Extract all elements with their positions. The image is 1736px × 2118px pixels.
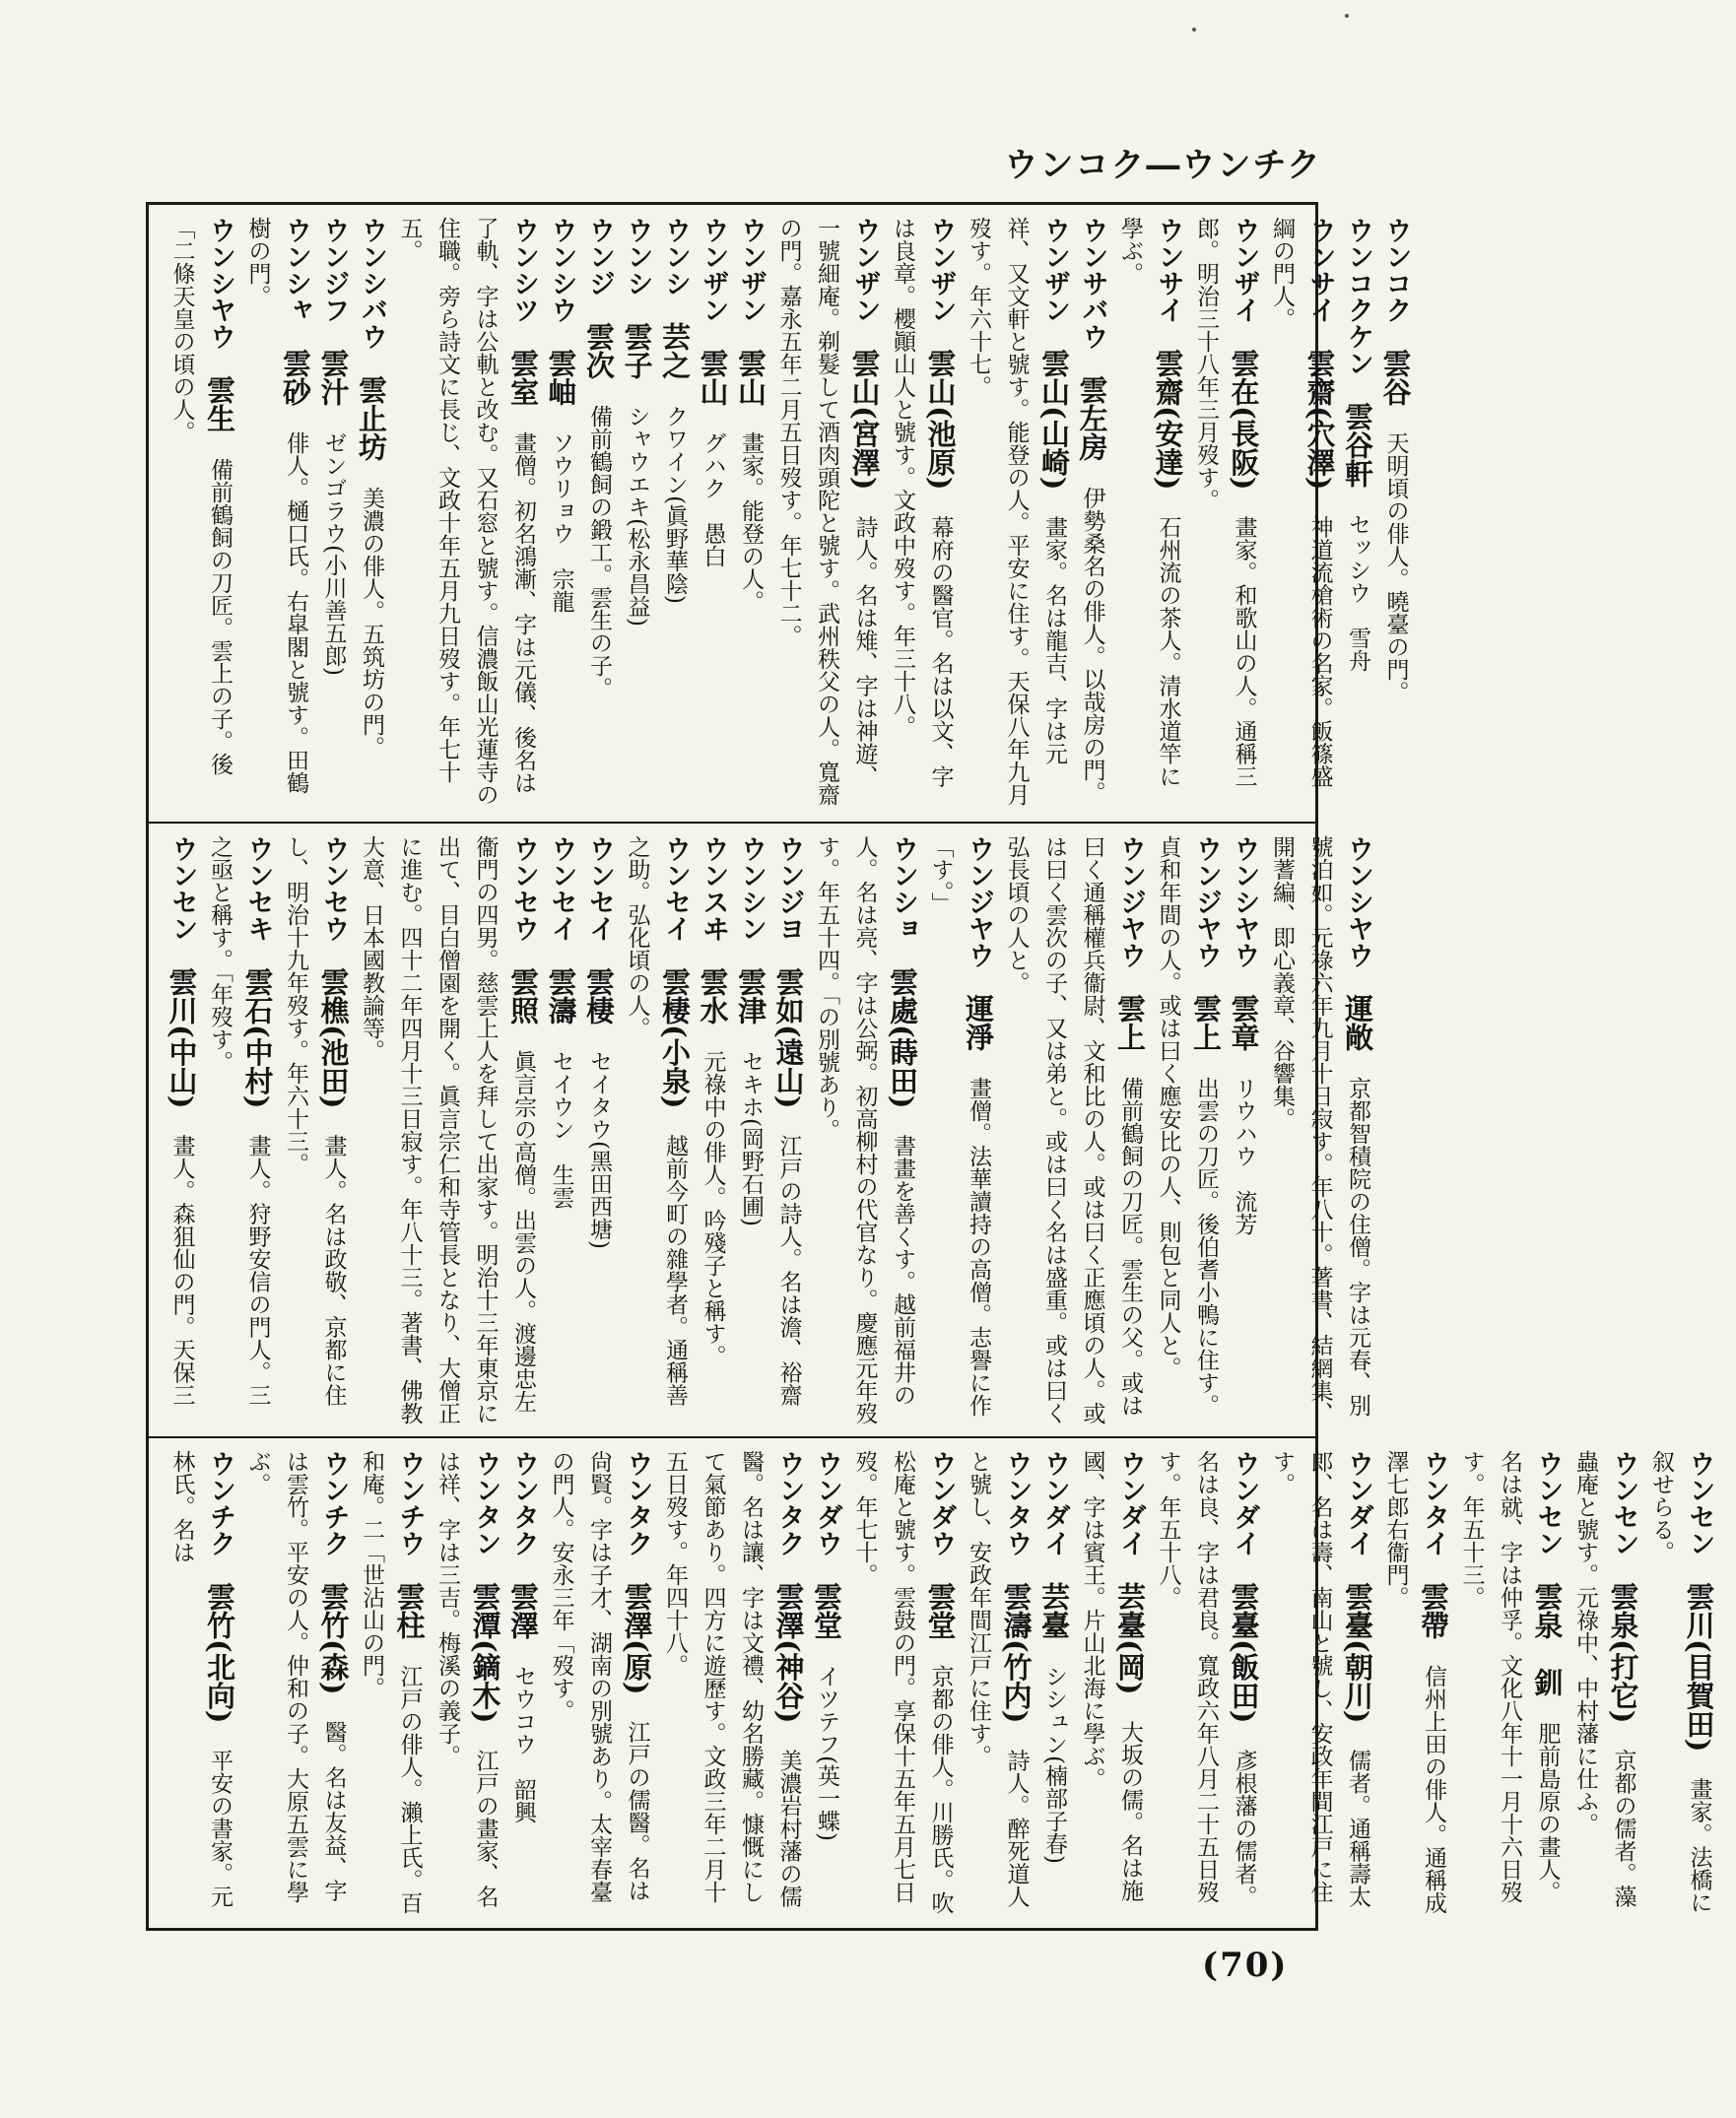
- dictionary-entry: [163, 1450, 238, 1916]
- entry-reading: ウンジフ: [318, 217, 350, 323]
- entry-name: 雲照: [506, 967, 540, 1025]
- entry-description: 備前鶴飼の刀匠。雲上の子。後「二條天皇の頃の人。: [168, 217, 233, 775]
- entry-name: 雲濤: [544, 967, 578, 1025]
- entry-reading: ウンセイ: [546, 835, 577, 942]
- entry-description: 詩人。醉死道人と號し、安政年間江戸に住す。: [966, 1450, 1030, 1908]
- band-middle: [149, 824, 1374, 1438]
- dictionary-entry: [238, 1450, 353, 1916]
- entry-description: 肥前島原の畫人。名は就、字は仲孚。文化八年十一月十六日歿す。年五十三。: [1458, 1450, 1561, 1903]
- entry-reading: ウンショ: [888, 835, 918, 942]
- entry-name: 雲山: [734, 349, 768, 406]
- dictionary-entry: [238, 217, 314, 810]
- dictionary-entry: [390, 217, 542, 810]
- entry-description: 畫家。能登の人。: [738, 431, 764, 613]
- entry-reading: ウンジヤウ: [1191, 835, 1222, 968]
- entry-description: 詩人。名は雉、字は神遊、一號細庵。剃髮して酒肉頭陀と號す。武州秩父の人。寬齋の門。嘉永五年二月五日歿す。年七十二。: [775, 217, 878, 806]
- entry-description: 元祿中の俳人。吟殘子と稱す。: [700, 1050, 726, 1367]
- entry-reading: ウンザン: [736, 217, 767, 323]
- entry-reading: ウンタン: [470, 1450, 501, 1556]
- entry-name: 雲岫: [544, 349, 578, 406]
- dictionary-entry: [1111, 217, 1187, 810]
- entry-description: 神道流槍術の名家。飯篠盛綱の門人。: [1269, 217, 1333, 788]
- entry-reading: ウンサバウ: [1077, 217, 1108, 350]
- entry-name: 雲堂: [923, 1582, 958, 1639]
- dictionary-entry: [353, 1450, 429, 1916]
- entry-name: 雲樵(池田): [316, 967, 351, 1109]
- entry-description: 越前今町の雜學者。通稱善之助。弘化頃の人。: [624, 835, 688, 1407]
- entry-description: 畫家。和歌山の人。通稱三郎。明治三十八年三月歿す。: [1193, 217, 1257, 788]
- entry-name: 雲堂: [810, 1582, 843, 1639]
- entry-description: 石州流の茶人。清水道竿に學ぶ。: [1117, 217, 1181, 788]
- dictionary-entry: [353, 217, 391, 810]
- entry-reading: ウンダイ: [1229, 1450, 1260, 1556]
- dictionary-entry: [1642, 1450, 1718, 1916]
- entry-name: 雲潭(鏑木): [468, 1582, 502, 1724]
- entry-reading: ウンザン: [849, 217, 881, 323]
- entry-description: 畫僧。初名鴻漸、字は元儀、後名は了軌、字は公軌と改む。又石窓と號す。信濃飯山光蓮寺の住職。旁ら詩文に長じ、文政十年五月九日歿す。年七十五。: [396, 217, 536, 806]
- entry-reading: ウンセイ: [584, 835, 615, 942]
- entry-reading: ウンシヤウ: [1229, 835, 1260, 968]
- entry-reading: ウンセン: [1684, 1450, 1715, 1556]
- entry-reading: ウンジヤウ: [964, 835, 994, 968]
- entry-reading: ウンダウ: [812, 1450, 842, 1556]
- entry-column-group: [149, 205, 1433, 822]
- dictionary-entry: [277, 835, 353, 1424]
- entry-description: 美濃の俳人。五筑坊の門。: [359, 487, 384, 759]
- entry-reading: ウンザン: [925, 217, 957, 323]
- entry-name: 雲棲(小泉): [658, 967, 692, 1109]
- dictionary-entry: [769, 835, 808, 1424]
- dictionary-entry: [1376, 1450, 1452, 1916]
- entry-description: 大坂の儒。名は施國、字は賓王。片山北海に學ぶ。: [1079, 1450, 1143, 1902]
- dictionary-entry: [353, 835, 543, 1424]
- dictionary-entry: [542, 217, 580, 810]
- entry-description: 京都智積院の住僧。字は元春、別號泊如。元祿六年九月十日寂す。年八十。著書、結網集、開蓍編、即心義章、谷響集。: [1269, 835, 1370, 1424]
- entry-description: セウコウ 韶興: [510, 1665, 536, 1823]
- entry-description: イツテフ(英一蝶): [814, 1665, 839, 1841]
- entry-name: 雲濤(竹内): [999, 1582, 1034, 1724]
- entry-reading: ウンチク: [205, 1450, 235, 1556]
- dictionary-entry: [1073, 217, 1111, 810]
- entry-name: 雲棲: [582, 967, 616, 1025]
- dictionary-entry: [997, 835, 1149, 1424]
- dictionary-entry: [1263, 1450, 1377, 1916]
- entry-reading: ウンジヨ: [773, 835, 805, 942]
- entry-description: 醫。名は友益、字は雲竹。平安の人。仲和の子。大原五雲に學ぶ。: [244, 1450, 347, 1903]
- entry-name: 雲臺(朝川): [1341, 1582, 1374, 1724]
- entry-name: 雲泉(打它): [1606, 1582, 1640, 1724]
- entry-column-group: [149, 1438, 1736, 1928]
- dictionary-entry: [1187, 217, 1263, 810]
- entry-description: 書畫を善くす。越前福井の人。名は亮、字は公弼。初高柳村の代官なり。慶應元年歿す。年五十四。「の別號あり。: [814, 835, 915, 1424]
- entry-reading: ウンザイ: [1229, 217, 1260, 323]
- entry-description: セキホ(岡野石圃): [738, 1050, 764, 1226]
- dictionary-entry: [1263, 217, 1339, 810]
- dictionary-entry: [542, 1450, 656, 1916]
- entry-reading: ウンザン: [698, 217, 729, 323]
- entry-name: 雲澤(神谷): [771, 1582, 806, 1724]
- entry-name: 雲澤(原): [620, 1582, 654, 1695]
- entry-reading: ウンセウ: [508, 835, 539, 942]
- entry-name: 雲津: [734, 967, 768, 1025]
- entry-name: 運敞: [1341, 994, 1374, 1051]
- dictionary-entry: [845, 1450, 960, 1916]
- dictionary-entry: [618, 835, 694, 1424]
- dictionary-entry: [1225, 835, 1263, 1424]
- entry-description: シシュン(楠部子春): [1041, 1665, 1067, 1864]
- dictionary-entry: [884, 217, 960, 810]
- entry-name: 雲山(池原): [923, 349, 958, 491]
- entry-reading: ウンセキ: [242, 835, 274, 942]
- print-speck: [1345, 14, 1349, 18]
- entry-name: 雲山: [696, 349, 730, 406]
- dictionary-entry: [694, 835, 732, 1424]
- entry-description: 幕府の醫官。名は以文、字は良章。櫻顚山人と號す。文政中歿す。年三十八。: [890, 217, 954, 788]
- entry-reading: ウンチウ: [394, 1450, 426, 1556]
- entry-description: 伊勢桑名の俳人。以哉房の門。: [1079, 487, 1105, 804]
- entry-description: 天明頃の俳人。曉臺の門。: [1382, 431, 1409, 703]
- entry-name: 雲砂: [279, 349, 312, 406]
- entry-reading: ウンダイ: [1115, 1450, 1146, 1556]
- entry-name: 運淨: [962, 994, 995, 1051]
- entry-reading: ウンシヤウ: [1343, 835, 1373, 968]
- entry-name: 雲如(遠山): [771, 967, 806, 1109]
- entry-reading: ウンシャ: [281, 217, 311, 323]
- dictionary-entry: [580, 835, 619, 1424]
- entry-name: 雲室: [506, 349, 540, 406]
- dictionary-entry: [732, 217, 770, 810]
- entry-name: 雲川(中山): [165, 967, 199, 1109]
- entry-description: 畫人。森狙仙の門。天保三: [168, 1134, 195, 1407]
- entry-name: 雲齋(安達): [1151, 349, 1185, 491]
- dictionary-entry: [429, 1450, 504, 1916]
- entry-name: 雲齋(穴澤): [1302, 349, 1337, 491]
- entry-reading: ウンタク: [773, 1450, 805, 1556]
- entry-description: 儒者。通稱壽太郎、名は壽、南山と號し、安政年間江戸に住す。: [1269, 1450, 1370, 1908]
- entry-description: ゼンゴラウ(小川善五郎): [320, 431, 347, 676]
- entry-description: 畫人。名は政敬、京都に住し、明治十九年歿す。年六十三。: [283, 835, 347, 1407]
- print-speck: [1192, 28, 1196, 32]
- entry-name: 雲竹(北向): [203, 1582, 236, 1724]
- entry-description: 彥根藩の儒者。名は良、字は君良。寬政六年八月二十五日歿す。年五十八。: [1155, 1450, 1257, 1908]
- entry-description: 眞言宗の高僧。出雲の人。渡邊忠左衞門の四男。慈雲上人を拜して出家す。明治十三年東京に出て、目白僧園を開く。眞言宗仁和寺管長となり、大僧正に進む。四十二年四月十三日寂す。年八十三。著書、佛教大意、日本國教論等。: [359, 835, 536, 1424]
- dictionary-entry: [656, 217, 695, 810]
- entry-name: 雲柱: [392, 1582, 427, 1639]
- entry-name: 雲帶: [1417, 1582, 1450, 1639]
- entry-reading: ウンダイ: [1343, 1450, 1373, 1556]
- entry-reading: ウンタク: [508, 1450, 539, 1556]
- entry-name: 雲汁: [316, 349, 351, 406]
- entry-reading: ウンジ: [584, 217, 615, 297]
- dictionary-entry: [808, 835, 922, 1424]
- dictionary-entry: [1452, 1450, 1567, 1916]
- entry-reading: ウンダウ: [925, 1450, 957, 1556]
- entry-description: 京都の儒者。藻蟲庵と號す。元祿中、中村藩に仕ふ。: [1572, 1450, 1636, 1908]
- dictionary-entry: [504, 1450, 543, 1916]
- entry-description: クワイン(眞野華陰): [662, 405, 688, 604]
- entry-name: 芸臺: [1037, 1582, 1071, 1639]
- entry-reading: ウンシ: [622, 217, 653, 297]
- entry-name: 雲章: [1227, 994, 1261, 1051]
- dictionary-entry: [618, 217, 656, 810]
- entry-reading: ウンタイ: [1419, 1450, 1449, 1556]
- entry-description: 平安の書家。元林氏。名は: [168, 1450, 233, 1908]
- entry-name: 雲次: [582, 322, 616, 379]
- dictionary-entry: [1376, 217, 1415, 810]
- entry-name: 雲在(長阪): [1227, 349, 1261, 491]
- entry-reading: ウンタウ: [1001, 1450, 1033, 1556]
- entry-description: 江戸の詩人。名は澹、裕齋: [775, 1134, 802, 1407]
- entry-reading: ウンシツ: [508, 217, 539, 323]
- dictionary-frame: [146, 202, 1716, 1931]
- entry-reading: ウンセウ: [318, 835, 350, 942]
- dictionary-entry: [808, 1450, 846, 1916]
- entry-description: 備前鶴飼の刀匠。雲生の父。或は曰く通稱權兵衞尉、文和比の人。或は曰く正應頃の人。或は曰く雲次の子、又は弟と。或は曰く名は盛重。或は曰く弘長頃の人と。: [1003, 835, 1143, 1424]
- entry-description: 畫僧。法華讀持の高僧。志譽に作「す。」: [927, 835, 991, 1417]
- entry-description: 江戸の畫家、名は祥、字は三吉。梅溪の義子。: [434, 1450, 499, 1908]
- entry-description: セイタウ(黑田西塘): [586, 1050, 612, 1249]
- entry-reading: ウンシヤウ: [205, 217, 235, 350]
- entry-description: シャウエキ(松永昌益): [624, 405, 650, 627]
- entry-name: 雲谷: [1378, 349, 1413, 406]
- dictionary-entry: [1567, 1450, 1642, 1916]
- entry-reading: ウンセン: [1532, 1450, 1564, 1556]
- dictionary-entry: [921, 835, 997, 1424]
- entry-name: 雲上: [1189, 994, 1223, 1051]
- entry-name: 芸臺(岡): [1113, 1582, 1147, 1695]
- dictionary-entry: [163, 217, 238, 810]
- entry-description: 江戸の儒醫。名は尙賢。字は子才、湖南の別號あり。太宰春臺の門人。安永三年「歿す。: [548, 1450, 650, 1903]
- entry-reading: ウンセイ: [660, 835, 691, 942]
- entry-name: 雲山(宮澤): [847, 349, 882, 491]
- dictionary-entry: [1149, 1450, 1263, 1916]
- dictionary-entry: [201, 835, 277, 1424]
- dictionary-entry: [314, 217, 353, 810]
- dictionary-entry: [580, 217, 619, 810]
- entry-reading: ウンスヰ: [698, 835, 729, 942]
- entry-reading: ウンシウ: [546, 217, 577, 323]
- entry-description: 出雲の刀匠。後伯耆小鴨に住す。貞和年間の人。或は曰く應安比の人、則包と同人と。: [1155, 835, 1219, 1417]
- entry-name: 雲泉 釧: [1530, 1582, 1565, 1696]
- entry-description: 京都の俳人。川勝氏。吹松庵と號す。雲鼓の門。享保十五年五月七日歿。年七十。: [851, 1450, 954, 1914]
- entry-description: 備前鶴飼の鍛工。雲生の子。: [586, 405, 612, 699]
- entry-name: 雲澤: [506, 1582, 540, 1639]
- dictionary-entry: [1035, 1450, 1074, 1916]
- entry-reading: ウンセン: [167, 835, 198, 942]
- entry-name: 雲左房: [1075, 375, 1109, 461]
- entry-reading: ウンダイ: [1039, 1450, 1070, 1556]
- entry-reading: ウンタク: [622, 1450, 653, 1556]
- entry-description: セッシウ 雪舟: [1345, 513, 1370, 672]
- entry-name: 雲水: [696, 967, 730, 1025]
- dictionary-entry: [732, 835, 770, 1424]
- entry-name: 雲川(目賀田): [1682, 1582, 1716, 1753]
- entry-reading: ウンサイ: [1153, 217, 1184, 323]
- dictionary-entry: [1263, 835, 1377, 1424]
- dictionary-entry: [1149, 835, 1225, 1424]
- entry-name: 雲石(中村): [240, 967, 275, 1109]
- entry-name: 雲生: [203, 375, 236, 432]
- entry-name: 雲竹(森): [316, 1582, 351, 1695]
- entry-reading: ウンサイ: [1304, 217, 1336, 323]
- dictionary-entry: [163, 835, 201, 1424]
- dictionary-entry: [1073, 1450, 1149, 1916]
- entry-name: 雲上: [1113, 994, 1147, 1051]
- entry-description: リウハウ 流芳: [1231, 1077, 1257, 1235]
- entry-reading: ウンコクケン: [1343, 217, 1373, 376]
- entry-reading: ウンシン: [736, 835, 767, 942]
- entry-reading: ウンシ: [660, 217, 691, 297]
- entry-description: 俳人。樋口氏。右皐閣と號す。田鶴樹の門。: [244, 217, 308, 794]
- entry-description: 畫人。狩野安信の門人。三之亟と稱す。「年歿す。: [207, 835, 271, 1407]
- entry-description: グハク 愚白: [700, 431, 726, 567]
- entry-column-group: [149, 824, 1394, 1436]
- entry-name: 雲處(蒔田): [886, 967, 919, 1109]
- dictionary-entry: [769, 217, 884, 810]
- entry-name: 芸之: [658, 322, 692, 379]
- band-bottom: [149, 1438, 1716, 1928]
- entry-reading: ウンコク: [1380, 217, 1412, 323]
- entry-description: 畫家。法橋に叙せらる。: [1648, 1450, 1712, 1914]
- page-number: (70): [1202, 1946, 1289, 1985]
- dictionary-entry: [960, 217, 1074, 810]
- dictionary-entry: [1339, 217, 1377, 810]
- entry-name: 雲止坊: [355, 375, 388, 461]
- entry-name: 雲山(山崎): [1037, 349, 1071, 491]
- entry-reading: ウンチク: [318, 1450, 350, 1556]
- entry-reading: ウンザン: [1039, 217, 1070, 323]
- entry-description: 信州上田の俳人。通稱成澤七郎右衞門。: [1382, 1450, 1446, 1914]
- entry-name: 雲谷軒: [1341, 402, 1374, 488]
- band-top: [149, 205, 1413, 824]
- dictionary-entry: [694, 217, 732, 810]
- dictionary-entry: [960, 1450, 1035, 1916]
- entry-name: 雲子: [620, 322, 654, 379]
- dictionary-entry: [656, 1450, 808, 1916]
- entry-reading: ウンジヤウ: [1115, 835, 1146, 968]
- page-header: ウンコク―ウンチク: [1004, 146, 1322, 185]
- dictionary-entry: [542, 835, 580, 1424]
- entry-reading: ウンセン: [1608, 1450, 1639, 1556]
- entry-description: 江戸の俳人。瀨上氏。百和庵。二「世沾山の門。: [359, 1450, 423, 1914]
- entry-reading: ウンシバウ: [357, 217, 387, 350]
- entry-name: 雲臺(飯田): [1227, 1582, 1261, 1724]
- entry-description: 畫家。名は龍吉、字は元祥、又文軒と號す。能登の人。平安に住す。天保八年九月歿す。年六十七。: [966, 217, 1067, 806]
- entry-description: セイウン 生雲: [548, 1050, 574, 1209]
- entry-description: 美濃岩村藩の儒醫。名は讓、字は文禮、幼名勝藏。慷慨にして氣節あり。四方に遊歷す。文政三年二月十五日歿す。年四十八。: [662, 1450, 802, 1908]
- entry-description: ソウリョウ 宗龍: [548, 431, 574, 613]
